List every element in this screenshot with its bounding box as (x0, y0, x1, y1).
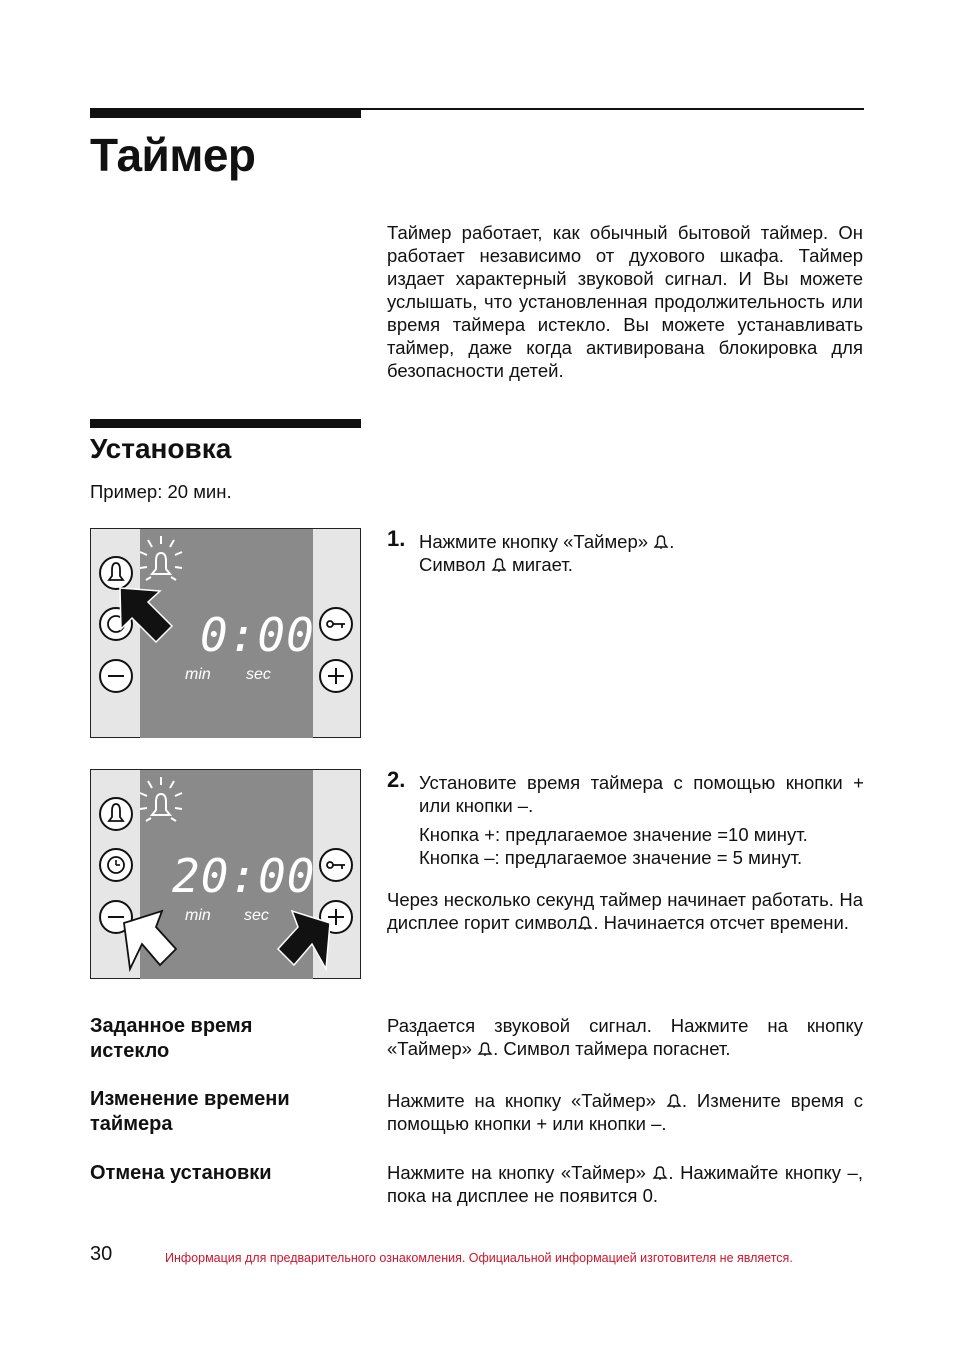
display-unit-sec: sec (244, 907, 269, 924)
bell-icon (666, 1093, 682, 1109)
bell-button[interactable] (100, 798, 132, 830)
bell-button[interactable] (100, 557, 132, 589)
section-heading: Установка (90, 433, 232, 464)
item-0-text-b: . Символ таймера погаснет. (493, 1038, 731, 1059)
step-2-minus-note: Кнопка –: предлагаемое значение = 5 минут. (419, 847, 803, 868)
step-1-line2-b: мигает. (512, 554, 573, 575)
clock-button[interactable] (100, 849, 132, 881)
display-unit-sec: sec (246, 666, 271, 683)
key-button[interactable] (320, 608, 352, 640)
display-time: 20:00 (172, 849, 316, 903)
title-rule-thick (90, 108, 361, 118)
step-2-after-a: Через несколько секунд таймер начинает работать. На дисплее горит символ (387, 889, 863, 933)
section-rule (90, 419, 361, 428)
item-label-cancel: Отмена установки (90, 1162, 272, 1184)
item-text-change-time (387, 1089, 863, 1135)
item-0-text-a: Раздается звуковой сигнал. Нажмите на кнопку «Таймер» (387, 1015, 863, 1059)
plus-button[interactable] (320, 660, 352, 692)
page-number: 30 (90, 1243, 113, 1265)
item-2-text-a: Нажмите на кнопку «Таймер» (387, 1162, 646, 1183)
item-2-text-b: . Нажимайте кнопку –, пока на дисплее не появится 0. (387, 1162, 863, 1206)
step-1-number: 1. (387, 526, 406, 551)
example-text: Пример: 20 мин. (90, 481, 232, 502)
step-1-line1-b: . (669, 531, 675, 552)
footer-disclaimer: Информация для предварительного ознакомления. Официальной информацией изготовителя не является. (165, 1251, 793, 1265)
item-label-time-expired: Заданное время истекло (90, 1015, 253, 1062)
display-time: 0:00 (200, 608, 315, 662)
display-unit-min: min (185, 907, 211, 924)
step-2-plus-note: Кнопка +: предлагаемое значение =10 минут. (419, 824, 808, 845)
intro-paragraph: Таймер работает, как обычный бытовой таймер. Он работает независимо от духового шкафа. Таймер издает характерный звуковой сигнал. И Вы можете услышать, что установленная продолжительность или время таймера истекло. Вы можете устанавливать таймер, даже когда активирована блокировка для безопасности детей. (387, 222, 863, 381)
key-button[interactable] (320, 849, 352, 881)
step-2-number: 2. (387, 767, 406, 792)
item-text-time-expired (387, 1014, 863, 1060)
display-unit-min: min (185, 666, 211, 683)
bell-icon (577, 915, 593, 931)
item-label-change-time: Изменение времени таймера (90, 1088, 290, 1135)
bell-icon (653, 534, 669, 550)
bell-icon (477, 1041, 493, 1057)
step-1-text (419, 530, 864, 576)
bell-icon (652, 1165, 668, 1181)
item-1-text-b: . Измените время с помощью кнопки + или кнопки –. (387, 1090, 863, 1134)
item-1-text-a: Нажмите на кнопку «Таймер» (387, 1090, 656, 1111)
item-text-cancel (387, 1161, 863, 1207)
step-1-line1-a: Нажмите кнопку «Таймер» (419, 531, 649, 552)
title-rule-thin (361, 108, 864, 110)
step-2-text: Установите время таймера с помощью кнопки + или кнопки –. (419, 772, 864, 816)
step-2-after-text (387, 888, 863, 934)
step-1-line2-a: Символ (419, 554, 486, 575)
page-title: Таймер (90, 129, 256, 181)
minus-button[interactable] (100, 660, 132, 692)
control-panel-2 (90, 769, 360, 979)
control-panel-1 (90, 528, 360, 738)
bell-icon (491, 557, 507, 573)
step-2-after-b: . Начинается отсчет времени. (593, 912, 849, 933)
